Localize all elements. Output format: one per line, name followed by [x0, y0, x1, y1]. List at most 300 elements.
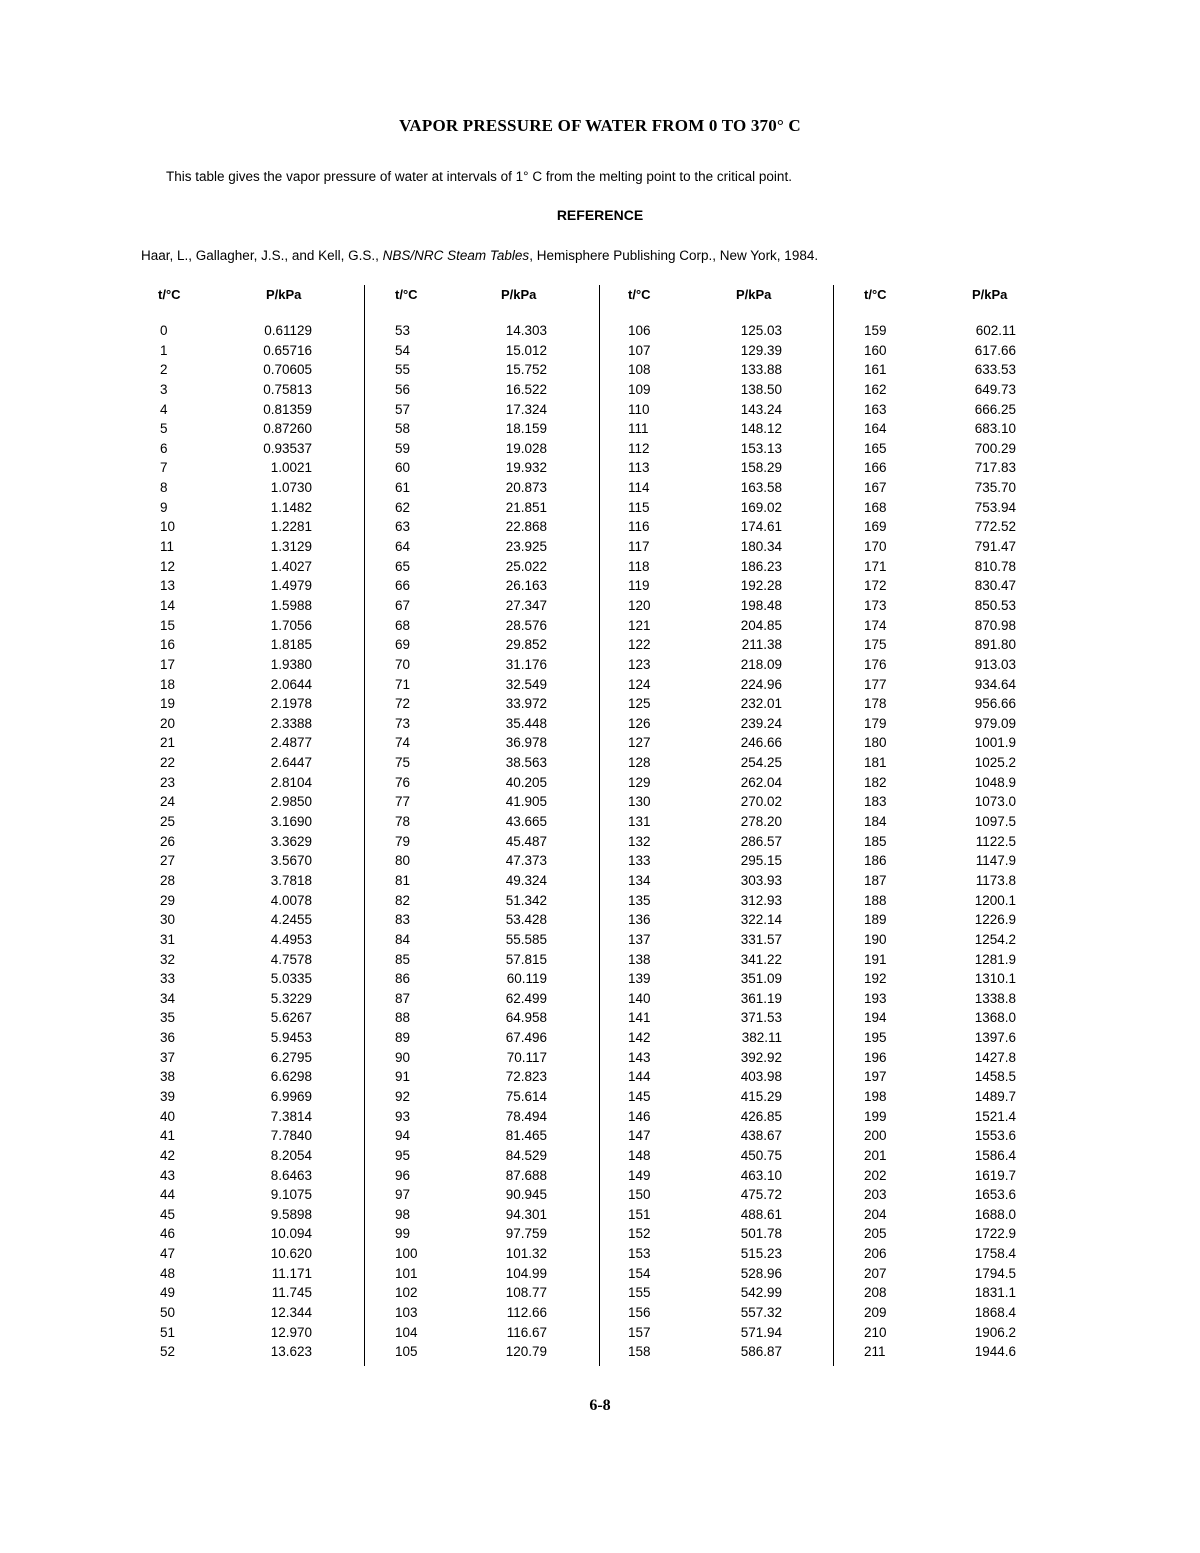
table-row	[365, 1205, 597, 1225]
pressure-cell: 382.11	[741, 1030, 782, 1046]
pressure-cell: 4.4953	[270, 931, 312, 947]
temperature-cell: 12	[160, 558, 176, 574]
table-row	[140, 773, 372, 793]
pressure-cell: 16.522	[505, 381, 547, 397]
pressure-cell: 67.496	[505, 1030, 547, 1046]
pressure-cell: 6.9969	[270, 1088, 312, 1104]
table-row	[600, 1087, 832, 1107]
table-row	[600, 517, 832, 537]
table-row	[834, 478, 1066, 498]
pressure-cell: 4.0078	[270, 892, 312, 908]
pressure-cell: 1254.2	[974, 931, 1016, 947]
pressure-cell: 26.163	[505, 578, 547, 594]
table-row	[140, 733, 372, 753]
pressure-cell: 15.012	[505, 342, 547, 358]
temperature-cell: 62	[395, 499, 411, 515]
temperature-cell: 102	[395, 1285, 418, 1301]
table-row	[834, 773, 1066, 793]
table-row	[140, 1342, 372, 1362]
temperature-cell: 207	[864, 1265, 887, 1281]
table-row	[600, 439, 832, 459]
temperature-cell: 93	[395, 1108, 411, 1124]
pressure-cell: 438.67	[740, 1128, 782, 1144]
table-row	[834, 1028, 1066, 1048]
temperature-cell: 120	[628, 597, 651, 613]
temperature-cell: 52	[160, 1344, 176, 1360]
table-row	[140, 812, 372, 832]
table-row	[834, 576, 1066, 596]
table-row	[600, 1126, 832, 1146]
pressure-cell: 1147.9	[975, 853, 1016, 869]
temperature-cell: 51	[160, 1324, 176, 1340]
pressure-cell: 94.301	[505, 1206, 547, 1222]
table-row	[140, 851, 372, 871]
temperature-cell: 75	[395, 755, 411, 771]
pressure-cell: 403.98	[740, 1069, 782, 1085]
pressure-cell: 361.19	[740, 990, 782, 1006]
table-row	[140, 891, 372, 911]
table-row	[600, 1107, 832, 1127]
temperature-cell: 95	[395, 1147, 411, 1163]
table-row	[140, 341, 372, 361]
pressure-cell: 1.3129	[270, 539, 312, 555]
table-row	[600, 557, 832, 577]
table-row	[140, 792, 372, 812]
table-row	[140, 871, 372, 891]
table-row	[834, 1107, 1066, 1127]
temperature-cell: 136	[628, 912, 651, 928]
table-row	[834, 851, 1066, 871]
pressure-cell: 392.92	[740, 1049, 782, 1065]
temperature-cell: 14	[160, 597, 176, 613]
table-row	[365, 773, 597, 793]
temperature-cell: 36	[160, 1030, 176, 1046]
pressure-cell: 542.99	[740, 1285, 782, 1301]
temperature-cell: 181	[864, 755, 887, 771]
pressure-cell: 28.576	[505, 617, 547, 633]
pressure-cell: 5.9453	[270, 1030, 312, 1046]
pressure-cell: 1.8185	[270, 637, 312, 653]
temperature-cell: 5	[160, 421, 168, 437]
pressure-cell: 5.6267	[270, 1010, 312, 1026]
table-row	[365, 1146, 597, 1166]
pressure-cell: 717.83	[974, 460, 1016, 476]
table-row	[365, 517, 597, 537]
table-row	[600, 1244, 832, 1264]
table-row	[600, 596, 832, 616]
table-row	[834, 1244, 1066, 1264]
temperature-cell: 142	[628, 1030, 651, 1046]
temperature-cell: 182	[864, 774, 887, 790]
temperature-cell: 125	[628, 696, 651, 712]
temperature-cell: 66	[395, 578, 411, 594]
pressure-cell: 1281.9	[974, 951, 1016, 967]
table-row	[834, 380, 1066, 400]
pressure-cell: 934.64	[974, 676, 1016, 692]
table-row	[600, 1028, 832, 1048]
temperature-cell: 82	[395, 892, 411, 908]
table-row	[365, 733, 597, 753]
temperature-cell: 26	[160, 833, 176, 849]
pressure-cell: 9.5898	[270, 1206, 312, 1222]
table-row	[140, 616, 372, 636]
table-row	[140, 1264, 372, 1284]
table-row	[600, 1067, 832, 1087]
table-row	[834, 792, 1066, 812]
temperature-cell: 111	[628, 421, 649, 437]
table-block-1	[140, 285, 372, 1366]
temperature-cell: 38	[160, 1069, 176, 1085]
table-row	[365, 1224, 597, 1244]
temperature-cell: 107	[628, 342, 651, 358]
pressure-cell: 1.0730	[270, 480, 312, 496]
pressure-cell: 870.98	[974, 617, 1016, 633]
temperature-cell: 116	[628, 519, 650, 535]
table-row	[600, 989, 832, 1009]
table-row	[834, 458, 1066, 478]
temperature-cell: 174	[864, 617, 887, 633]
table-row	[834, 498, 1066, 518]
pressure-cell: 3.1690	[270, 814, 312, 830]
pressure-cell: 810.78	[974, 558, 1016, 574]
table-row	[140, 439, 372, 459]
temperature-cell: 106	[628, 323, 651, 338]
temperature-cell: 139	[628, 971, 651, 987]
table-row	[834, 753, 1066, 773]
pressure-cell: 528.96	[740, 1265, 782, 1281]
pressure-cell: 18.159	[505, 421, 547, 437]
table-row	[140, 910, 372, 930]
temperature-cell: 148	[628, 1147, 651, 1163]
temperature-cell: 105	[395, 1344, 418, 1360]
pressure-cell: 232.01	[740, 696, 782, 712]
header-pressure: P/kPa	[266, 287, 302, 302]
temperature-cell: 179	[864, 715, 887, 731]
pressure-cell: 2.3388	[270, 715, 312, 731]
temperature-cell: 133	[628, 853, 651, 869]
table-row	[365, 694, 597, 714]
pressure-cell: 239.24	[740, 715, 782, 731]
table-row	[365, 851, 597, 871]
pressure-cell: 1200.1	[974, 892, 1016, 908]
table-row	[600, 694, 832, 714]
pressure-cell: 70.117	[506, 1049, 547, 1065]
table-row	[365, 458, 597, 478]
pressure-cell: 55.585	[505, 931, 547, 947]
table-row	[834, 1224, 1066, 1244]
table-row	[140, 1205, 372, 1225]
table-row	[365, 557, 597, 577]
temperature-cell: 154	[628, 1265, 651, 1281]
pressure-cell: 27.347	[505, 597, 547, 613]
pressure-cell: 1.2281	[270, 519, 312, 535]
table-row	[365, 1342, 597, 1362]
pressure-cell: 295.15	[740, 853, 782, 869]
table-row	[600, 832, 832, 852]
temperature-cell: 145	[628, 1088, 651, 1104]
pressure-cell: 116.67	[506, 1324, 547, 1340]
table-row	[140, 930, 372, 950]
table-row	[834, 596, 1066, 616]
pressure-cell: 11.171	[271, 1265, 312, 1281]
pressure-cell: 6.2795	[270, 1049, 312, 1065]
pressure-cell: 60.119	[506, 971, 547, 987]
table-row	[140, 989, 372, 1009]
table-row	[365, 1185, 597, 1205]
temperature-cell: 201	[864, 1147, 887, 1163]
pressure-cell: 0.93537	[263, 440, 312, 456]
pressure-cell: 108.77	[505, 1285, 547, 1301]
pressure-cell: 1310.1	[974, 971, 1016, 987]
pressure-cell: 169.02	[740, 499, 782, 515]
temperature-cell: 157	[628, 1324, 651, 1340]
table-row	[365, 1067, 597, 1087]
table-rows	[600, 321, 832, 1362]
table-row	[140, 596, 372, 616]
table-row	[365, 1048, 597, 1068]
table-row	[140, 675, 372, 695]
pressure-cell: 1001.9	[974, 735, 1016, 751]
temperature-cell: 117	[628, 539, 650, 555]
pressure-cell: 557.32	[740, 1305, 782, 1321]
pressure-cell: 1097.5	[974, 814, 1016, 830]
pressure-cell: 2.1978	[270, 696, 312, 712]
pressure-cell: 224.96	[740, 676, 782, 692]
temperature-cell: 144	[628, 1069, 651, 1085]
temperature-cell: 122	[628, 637, 651, 653]
pressure-cell: 192.28	[740, 578, 782, 594]
table-row	[600, 321, 832, 341]
temperature-cell: 6	[160, 440, 168, 456]
temperature-cell: 71	[395, 676, 411, 692]
temperature-cell: 57	[395, 401, 411, 417]
table-row	[834, 950, 1066, 970]
table-row	[140, 1224, 372, 1244]
table-row	[600, 1264, 832, 1284]
table-row	[600, 1146, 832, 1166]
pressure-cell: 38.563	[505, 755, 547, 771]
temperature-cell: 33	[160, 971, 176, 987]
table-row	[140, 1048, 372, 1068]
pressure-cell: 32.549	[505, 676, 547, 692]
pressure-cell: 303.93	[740, 872, 782, 888]
table-row	[140, 714, 372, 734]
table-row	[365, 1107, 597, 1127]
temperature-cell: 20	[160, 715, 176, 731]
temperature-cell: 153	[628, 1246, 651, 1262]
pressure-cell: 262.04	[740, 774, 782, 790]
pressure-cell: 891.80	[974, 637, 1016, 653]
temperature-cell: 9	[160, 499, 168, 515]
temperature-cell: 78	[395, 814, 411, 830]
pressure-cell: 1048.9	[974, 774, 1016, 790]
pressure-cell: 25.022	[505, 558, 547, 574]
table-row	[140, 1126, 372, 1146]
temperature-cell: 156	[628, 1305, 651, 1321]
pressure-cell: 586.87	[740, 1344, 782, 1360]
pressure-cell: 3.7818	[270, 872, 312, 888]
pressure-cell: 0.61129	[264, 323, 312, 338]
pressure-cell: 4.2455	[270, 912, 312, 928]
temperature-cell: 16	[160, 637, 176, 653]
temperature-cell: 184	[864, 814, 887, 830]
pressure-cell: 450.75	[740, 1147, 782, 1163]
pressure-cell: 51.342	[505, 892, 547, 908]
header-temperature: t/°C	[395, 287, 418, 302]
table-row	[600, 458, 832, 478]
pressure-cell: 488.61	[740, 1206, 782, 1222]
reference-citation	[141, 248, 818, 263]
pressure-cell: 1653.6	[974, 1187, 1016, 1203]
pressure-cell: 666.25	[974, 401, 1016, 417]
pressure-cell: 2.4877	[270, 735, 312, 751]
table-row	[834, 439, 1066, 459]
table-row	[600, 380, 832, 400]
table-row	[365, 1303, 597, 1323]
pressure-cell: 23.925	[505, 539, 547, 555]
temperature-cell: 72	[395, 696, 411, 712]
pressure-cell: 14.303	[505, 323, 547, 338]
temperature-cell: 112	[628, 440, 650, 456]
table-row	[834, 321, 1066, 341]
table-row	[140, 517, 372, 537]
pressure-cell: 351.09	[740, 971, 782, 987]
table-row	[140, 1166, 372, 1186]
pressure-cell: 0.87260	[263, 421, 312, 437]
pressure-cell: 218.09	[740, 656, 782, 672]
table-row	[365, 1323, 597, 1343]
table-row	[365, 989, 597, 1009]
table-row	[834, 891, 1066, 911]
pressure-cell: 1758.4	[974, 1246, 1016, 1262]
pressure-cell: 2.8104	[270, 774, 312, 790]
pressure-cell: 649.73	[974, 381, 1016, 397]
temperature-cell: 132	[628, 833, 651, 849]
pressure-cell: 1.4979	[270, 578, 312, 594]
table-row	[600, 419, 832, 439]
pressure-cell: 41.905	[505, 794, 547, 810]
temperature-cell: 79	[395, 833, 411, 849]
pressure-cell: 5.0335	[270, 971, 312, 987]
pressure-cell: 78.494	[505, 1108, 547, 1124]
temperature-cell: 196	[864, 1049, 887, 1065]
table-row	[365, 930, 597, 950]
table-row	[600, 1303, 832, 1323]
temperature-cell: 23	[160, 774, 176, 790]
reference-heading: REFERENCE	[556, 207, 644, 223]
temperature-cell: 183	[864, 794, 887, 810]
table-row	[600, 891, 832, 911]
pressure-cell: 19.932	[505, 460, 547, 476]
table-row	[365, 596, 597, 616]
temperature-cell: 152	[628, 1226, 651, 1242]
temperature-cell: 190	[864, 931, 887, 947]
table-row	[834, 360, 1066, 380]
temperature-cell: 192	[864, 971, 887, 987]
temperature-cell: 91	[395, 1069, 411, 1085]
temperature-cell: 198	[864, 1088, 887, 1104]
table-row	[140, 1028, 372, 1048]
temperature-cell: 208	[864, 1285, 887, 1301]
pressure-cell: 735.70	[974, 480, 1016, 496]
pressure-cell: 2.9850	[270, 794, 312, 810]
table-row	[834, 871, 1066, 891]
pressure-cell: 1.7056	[270, 617, 312, 633]
temperature-cell: 7	[160, 460, 168, 476]
temperature-cell: 100	[395, 1246, 418, 1262]
temperature-cell: 165	[864, 440, 887, 456]
pressure-cell: 90.945	[505, 1187, 547, 1203]
pressure-cell: 3.3629	[270, 833, 312, 849]
pressure-cell: 772.52	[974, 519, 1016, 535]
temperature-cell: 90	[395, 1049, 411, 1065]
temperature-cell: 25	[160, 814, 176, 830]
table-row	[834, 675, 1066, 695]
pressure-cell: 53.428	[505, 912, 547, 928]
table-row	[600, 400, 832, 420]
table-row	[140, 360, 372, 380]
table-row	[600, 714, 832, 734]
table-row	[365, 341, 597, 361]
temperature-cell: 119	[628, 578, 650, 594]
header-pressure: P/kPa	[736, 287, 772, 302]
table-row	[140, 753, 372, 773]
temperature-cell: 114	[628, 480, 650, 496]
temperature-cell: 17	[160, 656, 176, 672]
table-row	[365, 969, 597, 989]
table-row	[140, 1185, 372, 1205]
pressure-cell: 700.29	[974, 440, 1016, 456]
table-row	[834, 517, 1066, 537]
temperature-cell: 127	[628, 735, 651, 751]
pressure-cell: 7.7840	[270, 1128, 312, 1144]
temperature-cell: 115	[628, 499, 650, 515]
temperature-cell: 84	[395, 931, 411, 947]
temperature-cell: 3	[160, 381, 168, 397]
table-row	[140, 1244, 372, 1264]
table-row	[365, 950, 597, 970]
pressure-cell: 0.65716	[263, 342, 312, 358]
pressure-cell: 1025.2	[974, 755, 1016, 771]
temperature-cell: 41	[160, 1128, 176, 1144]
temperature-cell: 86	[395, 971, 411, 987]
pressure-cell: 1338.8	[974, 990, 1016, 1006]
table-row	[365, 891, 597, 911]
pressure-cell: 163.58	[740, 480, 782, 496]
temperature-cell: 18	[160, 676, 176, 692]
temperature-cell: 68	[395, 617, 411, 633]
pressure-cell: 186.23	[740, 558, 782, 574]
table-row	[834, 1205, 1066, 1225]
pressure-cell: 133.88	[740, 362, 782, 378]
temperature-cell: 160	[864, 342, 887, 358]
table-row	[365, 400, 597, 420]
vapor-pressure-table	[140, 285, 1040, 1366]
table-row	[365, 675, 597, 695]
pressure-cell: 2.0644	[270, 676, 312, 692]
citation-publisher: , Hemisphere Publishing Corp., New York, 1984.	[529, 248, 819, 263]
temperature-cell: 48	[160, 1265, 176, 1281]
table-row	[365, 1244, 597, 1264]
temperature-cell: 37	[160, 1049, 176, 1065]
pressure-cell: 204.85	[740, 617, 782, 633]
temperature-cell: 67	[395, 597, 411, 613]
table-row	[834, 1323, 1066, 1343]
pressure-cell: 6.6298	[270, 1069, 312, 1085]
pressure-cell: 7.3814	[270, 1108, 312, 1124]
pressure-cell: 138.50	[740, 381, 782, 397]
table-row	[365, 537, 597, 557]
